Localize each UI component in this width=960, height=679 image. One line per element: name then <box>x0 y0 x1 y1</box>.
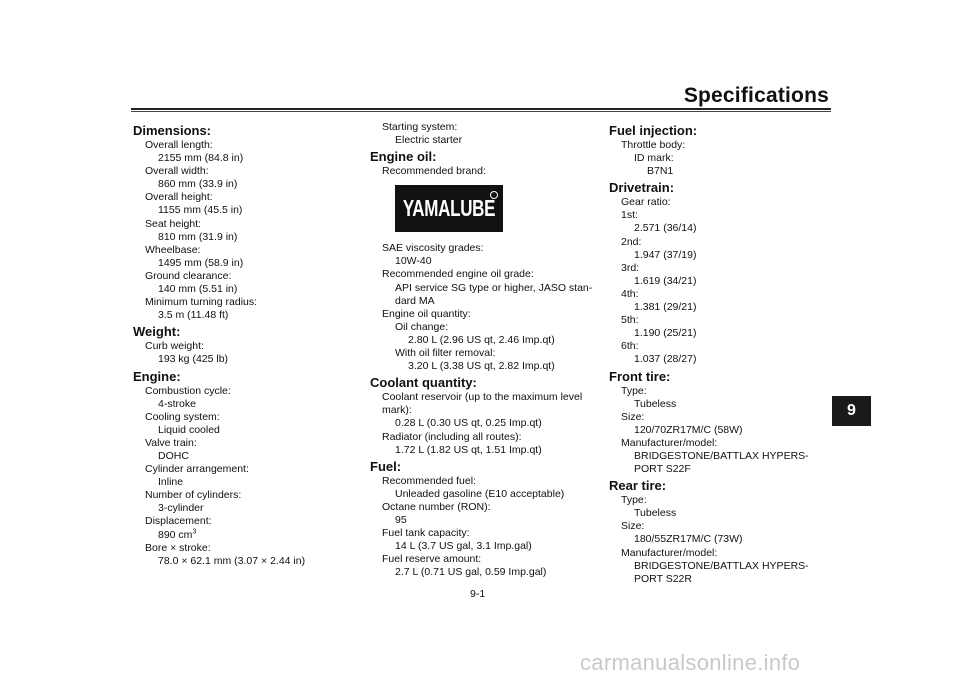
spec-line <box>609 353 834 366</box>
spec-text: 2nd: <box>621 235 642 248</box>
spec-line <box>370 134 598 147</box>
spec-line <box>370 566 598 579</box>
spec-line <box>133 489 358 502</box>
spec-line <box>133 270 358 283</box>
spec-line <box>133 476 358 489</box>
spec-text: Manufacturer/model: <box>621 546 718 559</box>
spec-line <box>133 191 358 204</box>
spec-line <box>133 218 358 231</box>
spec-line <box>609 288 834 301</box>
spec-column-3 <box>609 121 834 586</box>
spec-column-2-top <box>370 121 598 178</box>
spec-text: 1st: <box>621 209 638 222</box>
spec-text: 3.20 L (3.38 US qt, 2.82 Imp.qt) <box>408 360 555 373</box>
spec-text: Electric starter <box>395 134 463 147</box>
spec-line <box>609 494 834 507</box>
spec-line <box>370 501 598 514</box>
spec-line <box>133 283 358 296</box>
watermark: carmanualsonline.info <box>580 650 801 675</box>
spec-line <box>133 529 358 542</box>
spec-line <box>370 360 598 373</box>
spec-line <box>609 533 834 546</box>
spec-text: Type: <box>621 384 647 397</box>
spec-line <box>133 340 358 353</box>
spec-text: BRIDGESTONE/BATTLAX HYPERS- <box>634 449 809 462</box>
spec-text: 140 mm (5.51 in) <box>158 283 238 296</box>
spec-line <box>370 347 598 360</box>
spec-line <box>370 295 598 308</box>
spec-line <box>133 463 358 476</box>
spec-line <box>609 450 834 463</box>
spec-text: Octane number (RON): <box>382 500 491 513</box>
spec-text: 810 mm (31.9 in) <box>158 230 238 243</box>
spec-line <box>133 152 358 165</box>
spec-text: Rear tire: <box>609 478 667 494</box>
spec-text: Recommended engine oil grade: <box>382 268 534 281</box>
section-heading <box>370 458 598 475</box>
spec-text: Liquid cooled <box>158 423 220 436</box>
chapter-tab: 9 <box>832 396 871 426</box>
spec-line <box>370 308 598 321</box>
spec-text: With oil filter removal: <box>395 347 496 360</box>
spec-text: 95 <box>395 513 407 526</box>
spec-text: dard MA <box>395 294 435 307</box>
spec-line <box>370 431 598 444</box>
spec-line <box>609 573 834 586</box>
spec-text: Minimum turning radius: <box>145 296 258 309</box>
spec-text: Fuel tank capacity: <box>382 527 470 540</box>
spec-text: Throttle body: <box>621 139 686 151</box>
spec-text: 2155 mm (84.8 in) <box>158 152 244 165</box>
spec-text: Type: <box>621 494 647 507</box>
spec-line <box>133 231 358 244</box>
spec-text: 2.571 (36/14) <box>634 222 697 235</box>
spec-line <box>370 268 598 281</box>
spec-line <box>133 353 358 366</box>
spec-line <box>609 424 834 437</box>
spec-text: 1.381 (29/21) <box>634 301 697 314</box>
spec-text: Fuel injection: <box>609 123 698 138</box>
spec-column-2 <box>370 121 598 579</box>
spec-text: Number of cylinders: <box>145 489 242 502</box>
spec-text: 5th: <box>621 314 639 327</box>
spec-text: API service SG type or higher, JASO stan- <box>395 281 593 294</box>
spec-line <box>609 249 834 262</box>
spec-column-2-bottom <box>370 242 598 579</box>
section-heading <box>133 323 358 340</box>
spec-line <box>133 515 358 528</box>
spec-line <box>370 391 598 404</box>
spec-line <box>133 244 358 257</box>
spec-line <box>133 309 358 322</box>
spec-text: Combustion cycle: <box>145 384 231 397</box>
spec-text: 1.72 L (1.82 US qt, 1.51 Imp.qt) <box>395 443 542 456</box>
spec-text: 890 cm <box>158 528 193 541</box>
spec-text: Coolant quantity: <box>370 375 477 391</box>
spec-text: Seat height: <box>145 217 202 230</box>
spec-line <box>609 463 834 476</box>
spec-text: 3.5 m (11.48 ft) <box>158 309 229 322</box>
spec-text: Gear ratio: <box>621 196 671 209</box>
spec-text: Curb weight: <box>145 340 204 353</box>
spec-text: 193 kg (425 lb) <box>158 353 229 366</box>
spec-line <box>133 542 358 555</box>
spec-text: Size: <box>621 520 645 533</box>
spec-text: Engine oil: <box>370 149 437 165</box>
spec-line <box>609 560 834 573</box>
spec-text: Fuel: <box>370 458 402 474</box>
spec-text: Cylinder arrangement: <box>145 463 249 476</box>
spec-line <box>133 424 358 437</box>
spec-line <box>133 437 358 450</box>
spec-text: 120/70ZR17M/C (58W) <box>634 423 743 436</box>
section-heading <box>609 122 834 139</box>
spec-line <box>133 502 358 515</box>
section-heading <box>370 148 598 165</box>
spec-line <box>370 321 598 334</box>
spec-line <box>609 411 834 424</box>
section-heading <box>609 179 834 196</box>
spec-line <box>609 327 834 340</box>
spec-line <box>370 527 598 540</box>
spec-line <box>609 437 834 450</box>
spec-text: Starting system: <box>382 121 458 133</box>
spec-line <box>370 514 598 527</box>
header-rule-thin <box>131 111 831 112</box>
spec-text: 0.28 L (0.30 US qt, 0.25 Imp.qt) <box>395 417 542 430</box>
spec-text: 1.619 (34/21) <box>634 274 697 287</box>
spec-text: Overall height: <box>145 191 213 204</box>
section-heading <box>133 122 358 139</box>
spec-text: ID mark: <box>634 152 674 165</box>
spec-text: Fuel reserve amount: <box>382 553 482 566</box>
header-rule-thick <box>131 108 831 110</box>
superscript: 3 <box>192 528 197 536</box>
spec-text: BRIDGESTONE/BATTLAX HYPERS- <box>634 559 809 572</box>
spec-line <box>133 450 358 463</box>
spec-line <box>133 555 358 568</box>
spec-text: Radiator (including all routes): <box>382 430 522 443</box>
page-number: 9-1 <box>470 588 486 600</box>
spec-text: 78.0 × 62.1 mm (3.07 × 2.44 in) <box>158 554 306 567</box>
spec-text: Engine oil quantity: <box>382 307 471 320</box>
spec-text: 14 L (3.7 US gal, 3.1 Imp.gal) <box>395 540 532 553</box>
spec-line <box>133 296 358 309</box>
spec-text: PORT S22F <box>634 463 691 476</box>
spec-line <box>370 488 598 501</box>
spec-text: Inline <box>158 476 184 489</box>
yamalube-logo-mark <box>395 185 503 232</box>
spec-text: Displacement: <box>145 515 212 528</box>
spec-text: SAE viscosity grades: <box>382 242 484 255</box>
spec-line <box>609 507 834 520</box>
spec-line <box>609 398 834 411</box>
spec-text: Wheelbase: <box>145 243 201 256</box>
spec-line <box>370 444 598 457</box>
spec-line <box>133 204 358 217</box>
spec-line <box>370 282 598 295</box>
spec-line <box>133 178 358 191</box>
spec-text: Tubeless <box>634 397 677 410</box>
registered-mark-icon <box>490 191 498 199</box>
page-title: Specifications <box>683 84 829 107</box>
spec-line <box>609 196 834 209</box>
spec-line <box>370 404 598 417</box>
spec-text: 3-cylinder <box>158 502 204 515</box>
spec-text: Tubeless <box>634 507 677 520</box>
spec-text: Drivetrain: <box>609 180 675 196</box>
spec-text: 4-stroke <box>158 397 196 410</box>
spec-line <box>133 385 358 398</box>
spec-text: DOHC <box>158 449 189 462</box>
section-heading <box>609 368 834 385</box>
spec-text: 1.037 (28/27) <box>634 353 697 366</box>
section-heading <box>133 368 358 385</box>
spec-text: Weight: <box>133 324 181 340</box>
spec-line <box>609 275 834 288</box>
section-heading <box>609 477 834 494</box>
spec-text: Oil change: <box>395 320 449 333</box>
spec-column-1 <box>133 121 358 568</box>
spec-line <box>609 340 834 353</box>
spec-line <box>133 257 358 270</box>
spec-text: Overall width: <box>145 165 209 178</box>
spec-line <box>370 121 598 134</box>
spec-text: 180/55ZR17M/C (73W) <box>634 533 743 546</box>
spec-text: 4th: <box>621 287 639 300</box>
spec-line <box>370 334 598 347</box>
spec-text: Valve train: <box>145 436 197 449</box>
spec-line <box>609 547 834 560</box>
spec-text: mark): <box>382 404 412 417</box>
spec-text: Size: <box>621 410 645 423</box>
spec-line <box>370 553 598 566</box>
spec-text: 860 mm (33.9 in) <box>158 178 238 191</box>
spec-text: Recommended brand: <box>382 165 486 178</box>
spec-text: 2.7 L (0.71 US gal, 0.59 Imp.gal) <box>395 566 547 579</box>
spec-text: PORT S22R <box>634 572 692 585</box>
spec-line <box>609 165 834 178</box>
spec-line <box>609 301 834 314</box>
spec-line <box>609 139 834 152</box>
spec-line <box>609 222 834 235</box>
spec-line <box>370 242 598 255</box>
spec-text: Unleaded gasoline (E10 acceptable) <box>395 487 565 500</box>
spec-text: Bore × stroke: <box>145 541 211 554</box>
spec-line <box>609 262 834 275</box>
yamalube-logo <box>370 185 598 232</box>
spec-text: Manufacturer/model: <box>621 436 718 449</box>
spec-line <box>133 411 358 424</box>
yamalube-logo-text: YAMALUBE <box>402 195 496 222</box>
spec-line <box>370 255 598 268</box>
spec-line <box>133 398 358 411</box>
spec-line <box>370 540 598 553</box>
spec-line <box>609 385 834 398</box>
spec-text: Recommended fuel: <box>382 474 476 487</box>
spec-line <box>609 152 834 165</box>
spec-line <box>370 417 598 430</box>
spec-text: 1155 mm (45.5 in) <box>158 204 243 217</box>
spec-text: 2.80 L (2.96 US qt, 2.46 Imp.qt) <box>408 333 555 346</box>
spec-text: B7N1 <box>647 165 674 178</box>
spec-text: Coolant reservoir (up to the maximum level <box>382 391 583 404</box>
spec-text: Ground clearance: <box>145 269 232 282</box>
spec-text: Dimensions: <box>133 123 212 138</box>
spec-text: Overall length: <box>145 139 213 151</box>
spec-line <box>609 236 834 249</box>
spec-line <box>133 139 358 152</box>
spec-text: 1.190 (25/21) <box>634 327 697 340</box>
spec-line <box>370 475 598 488</box>
spec-text: 6th: <box>621 340 639 353</box>
spec-text: Cooling system: <box>145 410 220 423</box>
spec-text: 10W-40 <box>395 255 432 268</box>
spec-line <box>133 165 358 178</box>
spec-text: 1.947 (37/19) <box>634 248 697 261</box>
spec-text: 1495 mm (58.9 in) <box>158 256 244 269</box>
spec-line <box>370 165 598 178</box>
spec-text: 3rd: <box>621 261 640 274</box>
section-heading <box>370 374 598 391</box>
spec-text: Engine: <box>133 368 181 384</box>
spec-line <box>609 314 834 327</box>
spec-text: Front tire: <box>609 368 671 384</box>
spec-line <box>609 209 834 222</box>
spec-line <box>609 520 834 533</box>
